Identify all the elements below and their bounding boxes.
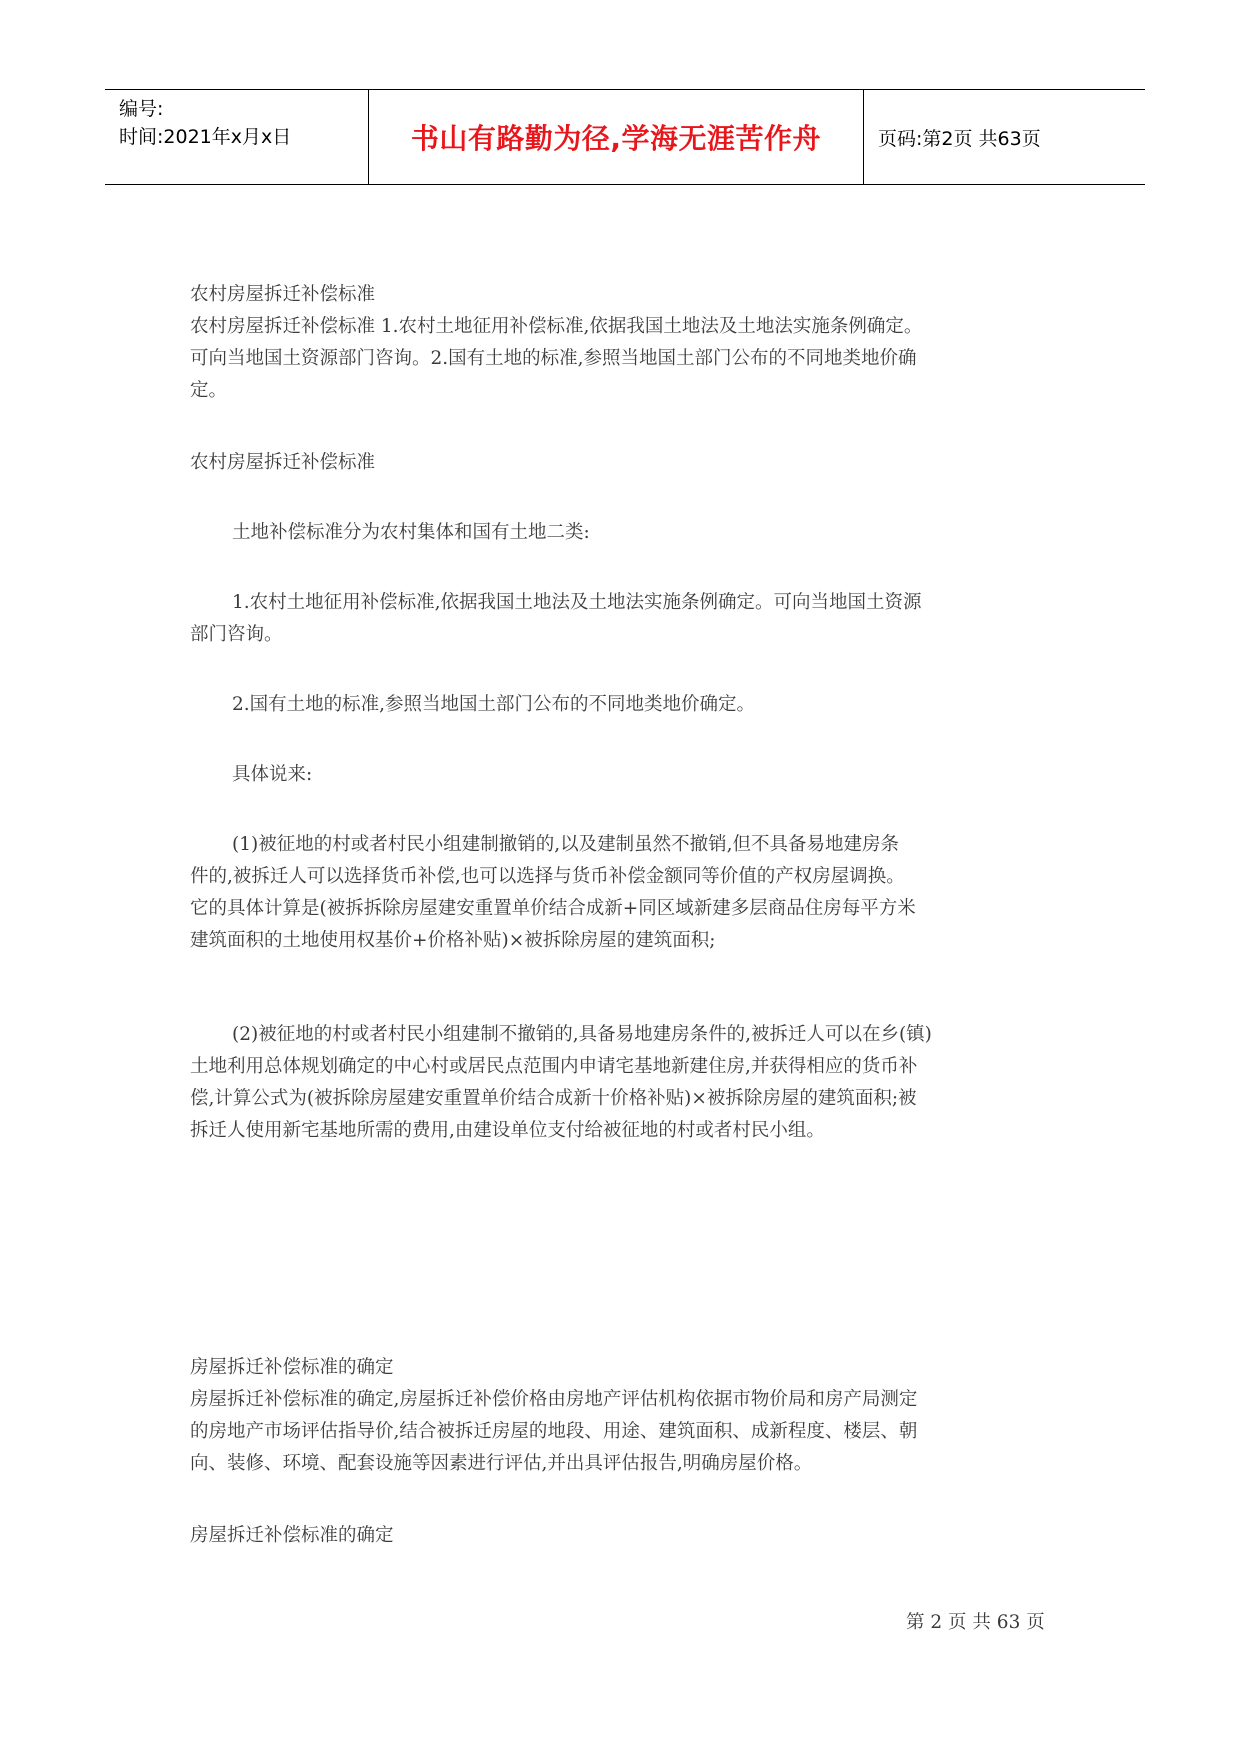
page-header bbox=[105, 89, 1145, 185]
text-line: 房屋拆迁补偿标准的确定,房屋拆迁补偿价格由房地产评估机构依据市物价局和房产局测定 bbox=[190, 1389, 918, 1410]
text-line: (1)被征地的村或者村民小组建制撤销的,以及建制虽然不撤销,但不具备易地建房条 bbox=[232, 834, 899, 855]
document-time-label: 时间:2021年x月x日 bbox=[119, 126, 292, 148]
text-line: (2)被征地的村或者村民小组建制不撤销的,具备易地建房条件的,被拆迁人可以在乡(镇) bbox=[232, 1024, 932, 1045]
header-motto-cell bbox=[369, 90, 864, 184]
text-line: 2.国有土地的标准,参照当地国土部门公布的不同地类地价确定。 bbox=[232, 694, 756, 715]
paragraph-case-1 bbox=[190, 829, 1060, 957]
text-line: 偿,计算公式为(被拆除房屋建安重置单价结合成新十价格补贴)×被拆除房屋的建筑面积;被 bbox=[190, 1088, 917, 1109]
text-line: 建筑面积的土地使用权基价+价格补贴)×被拆除房屋的建筑面积; bbox=[190, 930, 716, 951]
section-title: 房屋拆迁补偿标准的确定 bbox=[190, 1525, 394, 1546]
text-line: 1.农村土地征用补偿标准,依据我国土地法及土地法实施条例确定。可向当地国土资源 bbox=[232, 592, 922, 613]
section-rural-summary bbox=[190, 279, 1060, 407]
header-page-cell bbox=[864, 90, 1145, 184]
header-page-info: 页码:第2页 共63页 bbox=[878, 127, 1041, 150]
text-line: 土地利用总体规划确定的中心村或居民点范围内申请宅基地新建住房,并获得相应的货币补 bbox=[190, 1056, 918, 1077]
text-line: 向、装修、环境、配套设施等因素进行评估,并出具评估报告,明确房屋价格。 bbox=[190, 1453, 813, 1474]
text-line: 拆迁人使用新宅基地所需的费用,由建设单位支付给被征地的村或者村民小组。 bbox=[190, 1120, 825, 1141]
paragraph-land-types bbox=[190, 517, 1060, 549]
text-line: 可向当地国土资源部门咨询。2.国有土地的标准,参照当地国土部门公布的不同地类地价确 bbox=[190, 348, 917, 369]
section-title-housing bbox=[190, 1520, 1060, 1552]
text-line: 定。 bbox=[190, 380, 228, 401]
paragraph-state-land bbox=[190, 689, 1060, 721]
document-number-label: 编号: bbox=[119, 98, 164, 120]
section-title: 房屋拆迁补偿标准的确定 bbox=[190, 1357, 394, 1378]
header-meta-cell bbox=[105, 90, 369, 184]
text-line: 的房地产市场评估指导价,结合被拆迁房屋的地段、用途、建筑面积、成新程度、楼层、朝 bbox=[190, 1421, 918, 1442]
section-title: 农村房屋拆迁补偿标准 bbox=[190, 452, 376, 473]
section-title-rural bbox=[190, 447, 1060, 479]
section-title: 农村房屋拆迁补偿标准 bbox=[190, 284, 376, 305]
text-line: 件的,被拆迁人可以选择货币补偿,也可以选择与货币补偿金额同等价值的产权房屋调换。 bbox=[190, 866, 905, 887]
header-motto: 书山有路勤为径,学海无涯苦作舟 bbox=[410, 122, 822, 155]
text-line: 农村房屋拆迁补偿标准 1.农村土地征用补偿标准,依据我国土地法及土地法实施条例确定。 bbox=[190, 316, 923, 337]
text-line: 土地补偿标准分为农村集体和国有土地二类: bbox=[232, 522, 590, 543]
paragraph-specifics bbox=[190, 759, 1060, 791]
paragraph-rural-land bbox=[190, 587, 1060, 651]
text-line: 它的具体计算是(被拆拆除房屋建安重置单价结合成新+同区域新建多层商品住房每平方米 bbox=[190, 898, 916, 919]
text-line: 部门咨询。 bbox=[190, 624, 283, 645]
text-line: 具体说来: bbox=[232, 764, 313, 785]
page-footer: 第 2 页 共 63 页 bbox=[906, 1612, 1045, 1633]
section-housing-summary bbox=[190, 1352, 1060, 1480]
paragraph-case-2 bbox=[190, 1019, 1060, 1147]
